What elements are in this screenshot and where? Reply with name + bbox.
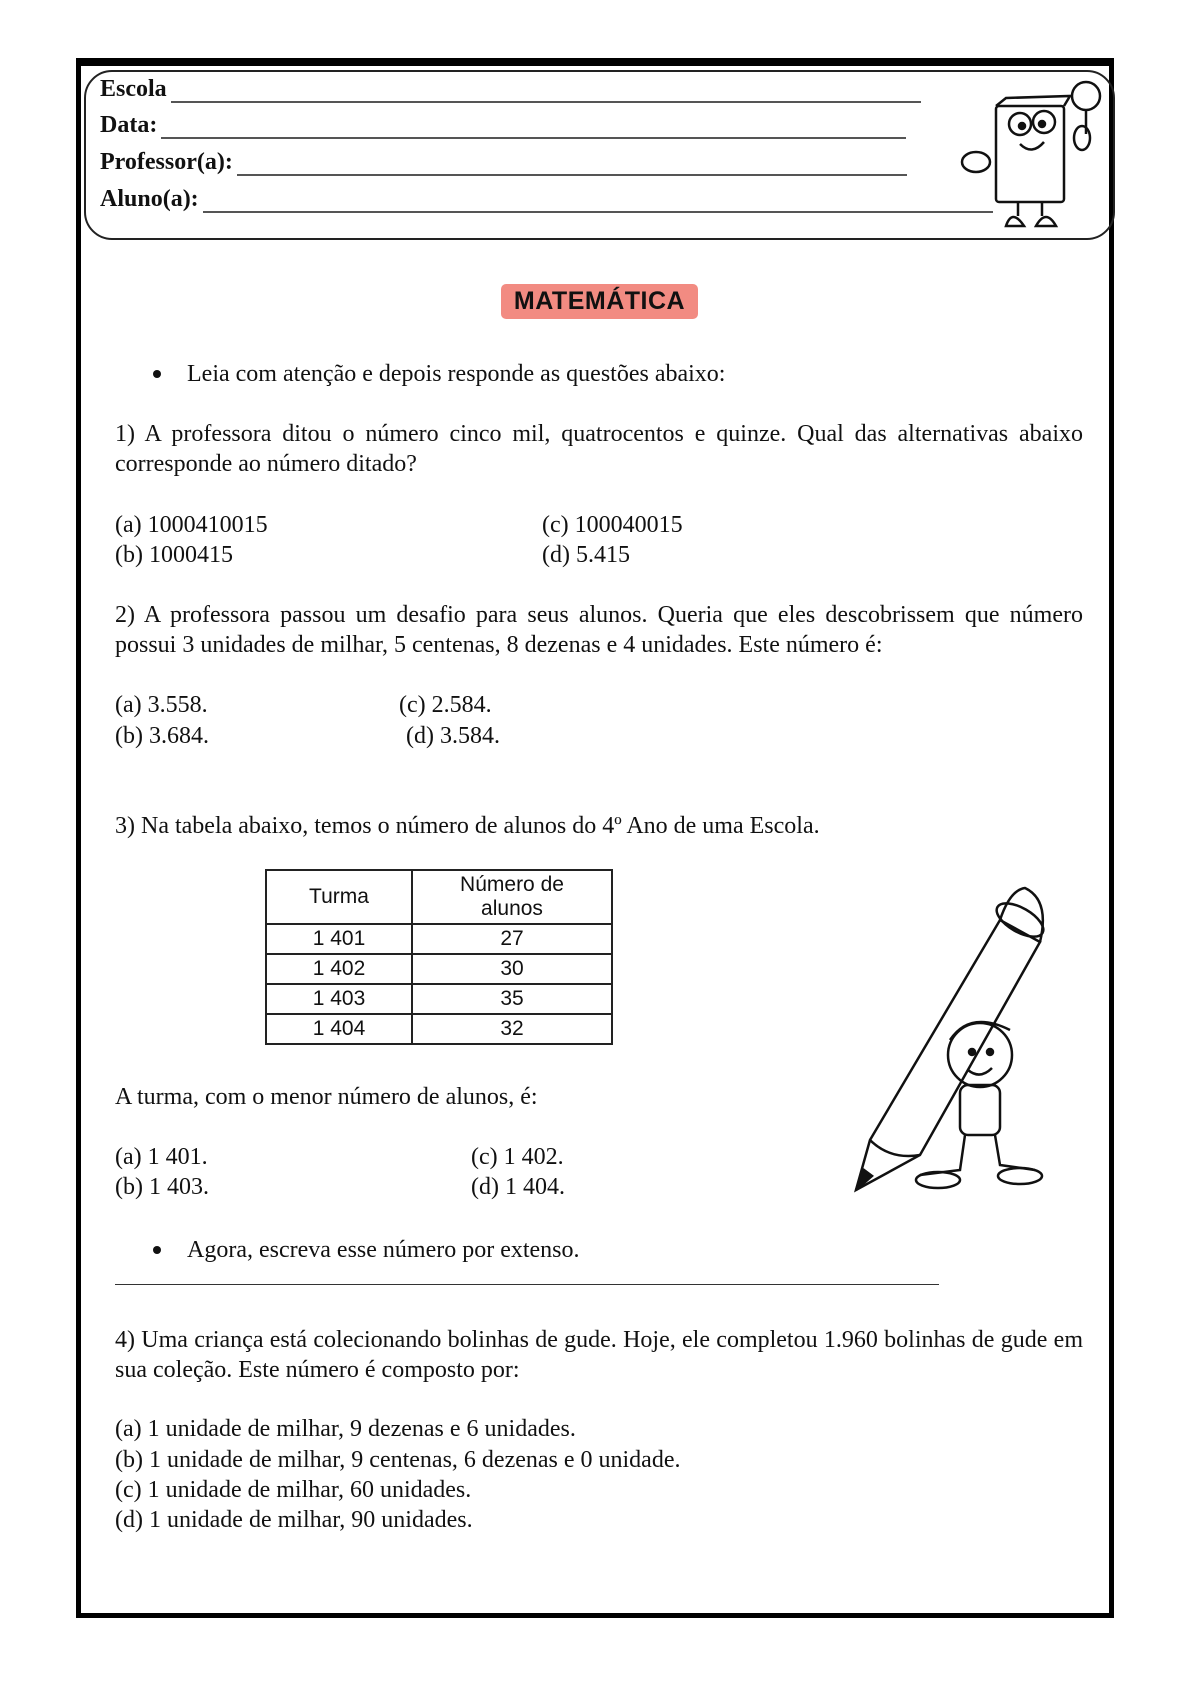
table-cell: 35: [412, 984, 612, 1014]
q2-option-b[interactable]: (b) 3.684.: [115, 723, 209, 749]
q3-option-a[interactable]: (a) 1 401.: [115, 1144, 208, 1170]
teacher-line[interactable]: [237, 173, 907, 176]
table-cell: 1 404: [266, 1014, 412, 1044]
table-cell: 30: [412, 954, 612, 984]
teacher-label: Professor(a):: [100, 149, 233, 175]
date-field[interactable]: [100, 112, 906, 139]
school-label: Escola: [100, 76, 167, 102]
q3-question: A turma, com o menor número de alunos, é:: [115, 1084, 538, 1110]
boy-with-pencil-icon: [850, 880, 1050, 1205]
table-row: [266, 984, 612, 1014]
question-1-text: 1) A professora ditou o número cinco mil, quatrocentos e quinze. Qual das alternativas abaixo corresponde ao número ditado?: [115, 421, 1083, 477]
table-cell: 1 403: [266, 984, 412, 1014]
q3-option-d[interactable]: (d) 1 404.: [471, 1174, 565, 1200]
q3-option-b[interactable]: (b) 1 403.: [115, 1174, 209, 1200]
bullet-icon: [153, 1246, 161, 1254]
q2-option-c[interactable]: (c) 2.584.: [399, 692, 492, 718]
table-cell: 1 402: [266, 954, 412, 984]
instruction-text: Leia com atenção e depois responde as questões abaixo:: [187, 361, 726, 387]
question-4-text: 4) Uma criança está colecionando bolinhas de gude. Hoje, ele completou 1.960 bolinhas de gude em sua coleção. Este número é composto por:: [115, 1327, 1083, 1383]
q4-option-a[interactable]: (a) 1 unidade de milhar, 9 dezenas e 6 unidades.: [115, 1416, 576, 1442]
student-field[interactable]: [100, 186, 993, 213]
q4-option-d[interactable]: (d) 1 unidade de milhar, 90 unidades.: [115, 1507, 473, 1533]
question-3-text: 3) Na tabela abaixo, temos o número de alunos do 4º Ano de uma Escola.: [115, 813, 820, 839]
student-label: Aluno(a):: [100, 186, 199, 212]
q1-option-d[interactable]: (d) 5.415: [542, 542, 630, 568]
q2-option-d[interactable]: (d) 3.584.: [406, 723, 500, 749]
bullet-icon: [153, 370, 161, 378]
school-field[interactable]: [100, 76, 921, 103]
q4-option-b[interactable]: (b) 1 unidade de milhar, 9 centenas, 6 dezenas e 0 unidade.: [115, 1447, 681, 1473]
table-row: [266, 1014, 612, 1044]
table-cell: 27: [412, 924, 612, 954]
question-2-text: 2) A professora passou um desafio para seus alunos. Queria que eles descobrissem que número possui 3 unidades de milhar, 5 centenas, 8 dezenas e 4 unidades. Este número é:: [115, 602, 1083, 658]
table-header: Número de alunos: [412, 870, 612, 924]
q3-followup: Agora, escreva esse número por extenso.: [187, 1237, 580, 1263]
page-title: MATEMÁTICA: [501, 284, 698, 319]
q1-option-b[interactable]: (b) 1000415: [115, 542, 233, 568]
table-header: Turma: [266, 870, 412, 924]
date-line[interactable]: [161, 136, 906, 139]
answer-line[interactable]: [115, 1284, 939, 1285]
q1-option-a[interactable]: (a) 1000410015: [115, 512, 268, 538]
q3-option-c[interactable]: (c) 1 402.: [471, 1144, 564, 1170]
table-cell: 32: [412, 1014, 612, 1044]
school-line[interactable]: [171, 100, 921, 103]
table-cell: 1 401: [266, 924, 412, 954]
table-row: [266, 954, 612, 984]
students-table: [265, 869, 613, 1045]
q4-option-c[interactable]: (c) 1 unidade de milhar, 60 unidades.: [115, 1477, 472, 1503]
student-line[interactable]: [203, 210, 993, 213]
q2-option-a[interactable]: (a) 3.558.: [115, 692, 208, 718]
table-row: [266, 924, 612, 954]
date-label: Data:: [100, 112, 158, 138]
teacher-field[interactable]: [100, 149, 907, 176]
student-info-header: [84, 70, 1115, 240]
book-mascot-icon: [958, 78, 1103, 233]
q1-option-c[interactable]: (c) 100040015: [542, 512, 683, 538]
